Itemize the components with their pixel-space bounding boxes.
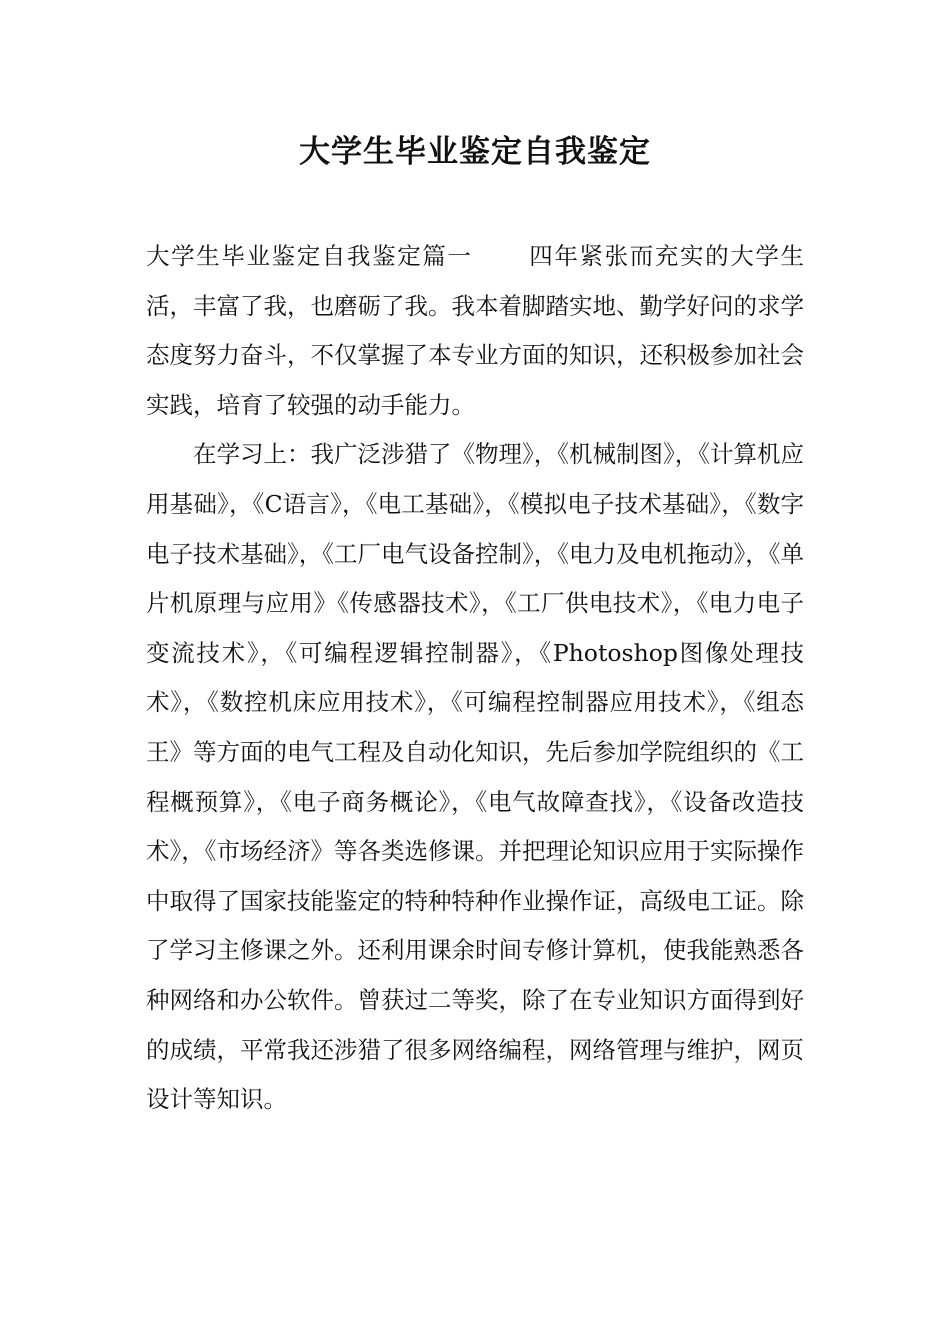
paragraph-2: 在学习上：我广泛涉猎了《物理》，《机械制图》，《计算机应用基础》，《C语言》，《电工基础》，《模拟电子技术基础》，《数字电子技术基础》，《工厂电气设备控制》，《电力及电机拖动》，《单片机原理与应用》《传感器技术》，《工厂供电技术》，《电力电子变流技术》，《可编程逻辑控制器》，《Photoshop图像处理技术》，《数控机床应用技术》，《可编程控制器应用技术》，《组态王》等方面的电气工程及自动化知识，先后参加学院组织的《工程概预算》，《电子商务概论》，《电气故障查找》，《设备改造技术》，《市场经济》等各类选修课。并把理论知识应用于实际操作中取得了国家技能鉴定的特种特种作业操作证，高级电工证。除了学习主修课之外。还利用课余时间专修计算机，使我能熟悉各种网络和办公软件。曾获过二等奖，除了在专业知识方面得到好的成绩，平常我还涉猎了很多网络编程，网络管理与维护，网页设计等知识。 — [146, 440, 804, 1114]
document-title: 大学生毕业鉴定自我鉴定 — [299, 134, 651, 170]
paragraph-1 — [146, 232, 804, 430]
document-body — [146, 232, 804, 1125]
paragraph-1-text: 四年紧张而充实的大学生活，丰富了我，也磨砺了我。我本着脚踏实地、勤学好问的求学态度努力奋斗，不仅掌握了本专业方面的知识，还积极参加社会实践，培育了较强的动手能力。 — [146, 242, 804, 419]
section-lead: 大学生毕业鉴定自我鉴定篇一 — [146, 242, 473, 270]
